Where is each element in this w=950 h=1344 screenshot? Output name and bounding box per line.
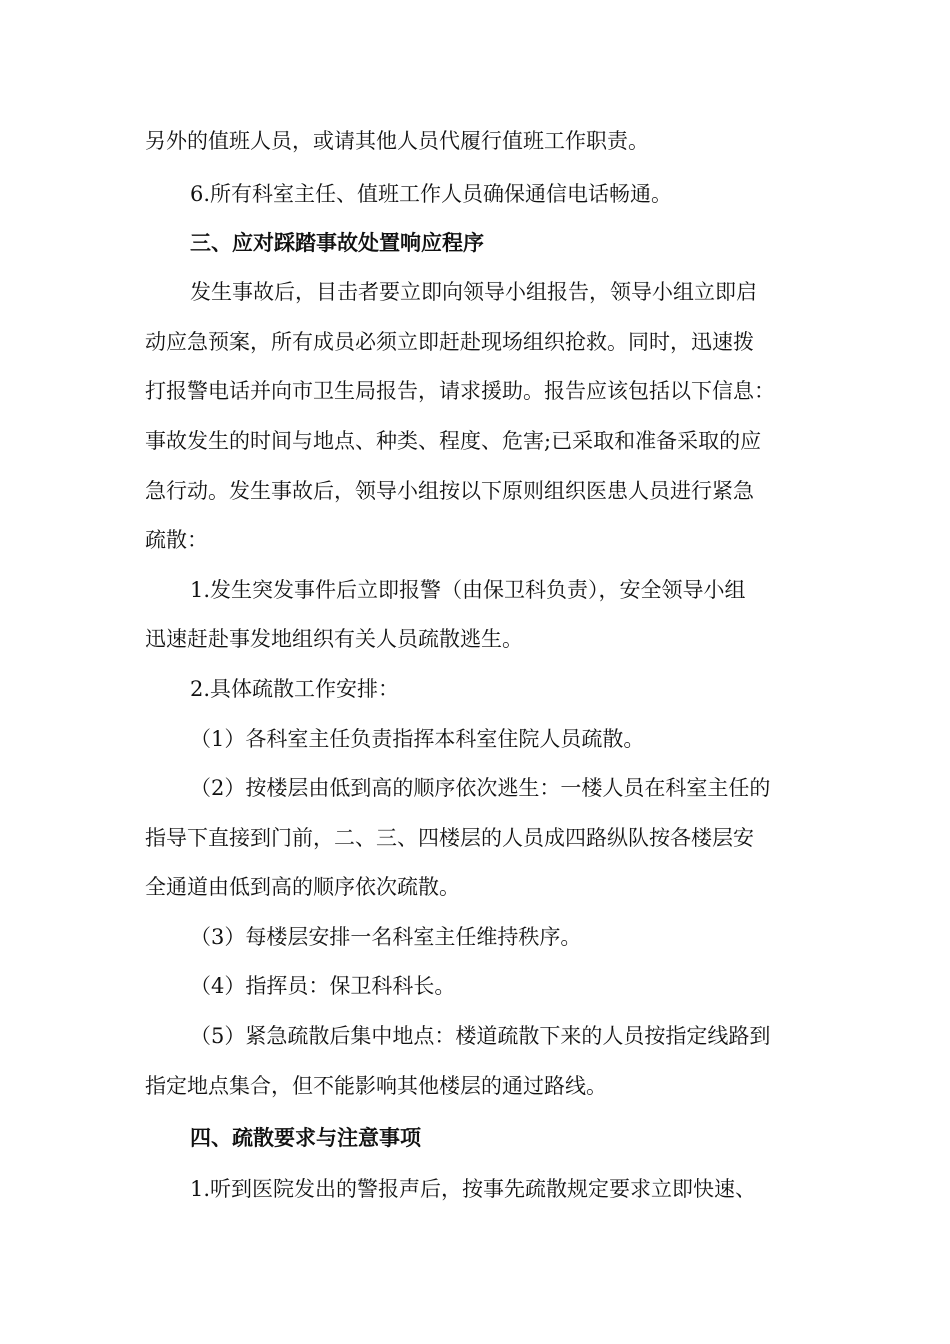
text-line: 打报警电话并向市卫生局报告，请求援助。报告应该包括以下信息： [145, 379, 775, 403]
section-heading-3: 三、应对踩踏事故处置响应程序 [190, 231, 484, 255]
text-line: 另外的值班人员，或请其他人员代履行值班工作职责。 [145, 129, 649, 153]
text-line: （1）各科室主任负责指挥本科室住院人员疏散。 [190, 727, 645, 751]
text-line: （2）按楼层由低到高的顺序依次逃生：一楼人员在科室主任的 [190, 776, 771, 800]
text-line: 1.听到医院发出的警报声后，按事先疏散规定要求立即快速、 [190, 1177, 757, 1201]
text-line: 急行动。发生事故后，领导小组按以下原则组织医患人员进行紧急 [145, 479, 754, 503]
section-heading-4: 四、疏散要求与注意事项 [190, 1126, 421, 1150]
text-line: 指定地点集合，但不能影响其他楼层的通过路线。 [145, 1074, 607, 1098]
text-line: 事故发生的时间与地点、种类、程度、危害;已采取和准备采取的应 [145, 429, 762, 453]
text-line: （4）指挥员：保卫科科长。 [190, 974, 456, 998]
text-line: （3）每楼层安排一名科室主任维持秩序。 [190, 925, 582, 949]
text-line: 全通道由低到高的顺序依次疏散。 [145, 875, 460, 899]
text-line: 发生事故后，目击者要立即向领导小组报告，领导小组立即启 [190, 280, 757, 304]
text-line: 动应急预案，所有成员必须立即赶赴现场组织抢救。同时，迅速拨 [145, 330, 754, 354]
text-line: 指导下直接到门前，二、三、四楼层的人员成四路纵队按各楼层安 [145, 826, 754, 850]
text-line: （5）紧急疏散后集中地点：楼道疏散下来的人员按指定线路到 [190, 1024, 771, 1048]
text-line: 迅速赶赴事发地组织有关人员疏散逃生。 [145, 627, 523, 651]
text-line: 1.发生突发事件后立即报警（由保卫科负责），安全领导小组 [190, 578, 746, 602]
text-line: 疏散： [145, 528, 208, 552]
text-line: 2.具体疏散工作安排： [190, 677, 400, 701]
text-line: 6.所有科室主任、值班工作人员确保通信电话畅通。 [190, 182, 673, 206]
